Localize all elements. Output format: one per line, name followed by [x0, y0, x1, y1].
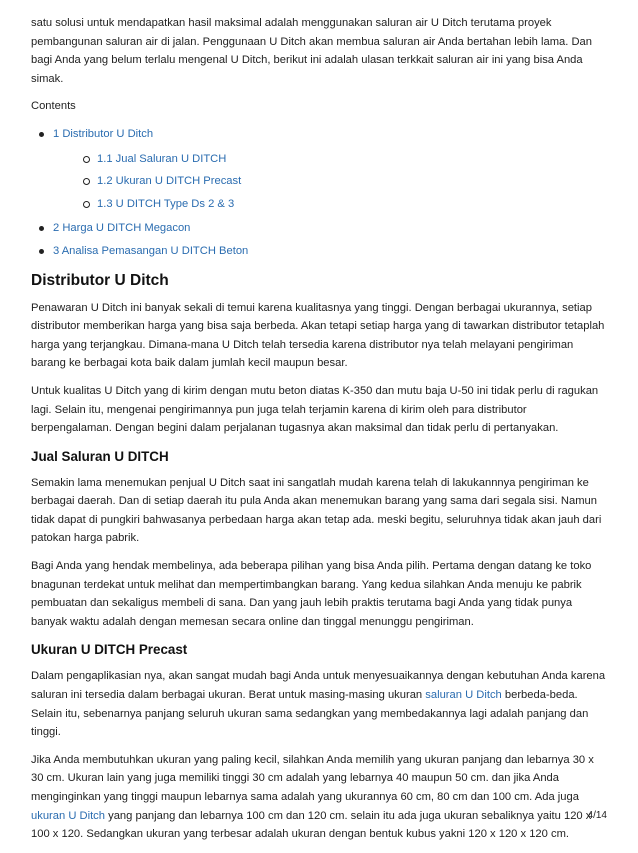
toc-link-ukuran-precast[interactable]: 1.2 Ukuran U DITCH Precast [97, 175, 242, 188]
section-heading-ukuran-precast: Ukuran U DITCH Precast [31, 642, 188, 658]
section-paragraph [31, 751, 609, 844]
ukuran-u-ditch-link[interactable]: ukuran U Ditch [31, 809, 105, 822]
toc-link-analisa[interactable]: 3 Analisa Pemasangan U DITCH Beton [53, 244, 249, 257]
toc-link-type-ds[interactable]: 1.3 U DITCH Type Ds 2 & 3 [97, 197, 235, 210]
section-paragraph: Untuk kualitas U Ditch yang di kirim dengan mutu beton diatas K-350 dan mutu baja U-50 ini tidak perlu di ragukan lagi. Selain itu, mengenai pengirimannya pun juga telah terjamin karena di kirim oleh para distributor berpengalaman. Dengan begini dalam perjalanan tugasnya akan maksimal dan tidak perlu di pertanyakan. [31, 384, 599, 435]
toc-item [31, 242, 609, 261]
saluran-u-ditch-link[interactable]: saluran U Ditch [425, 689, 502, 702]
text-run: berbeda-beda. Selain itu, sebenarnya panjang seluruh ukuran sama sedangkan yang membedakannya lagi adalah panjang dan tinggi. [31, 689, 589, 739]
toc-item [31, 125, 609, 213]
section-heading-distributor: Distributor U Ditch [31, 271, 169, 289]
text-run: yang panjang dan lebarnya 100 cm dan 120 cm. selain itu ada juga ukuran sebaliknya yaitu 120 x 100 x 120. Sedangkan ukuran yang terbesar adalah ukuran dengan bentuk kubus yakni 120 x 120 x 120 cm. [31, 809, 592, 841]
text-run: Dalam pengaplikasian nya, akan sangat mudah bagi Anda untuk menyesuaikannya dengan kebutuhan Anda karena saluran ini tersedia dalam berbagai ukuran. Berat untuk masing-masing ukuran [31, 670, 606, 702]
toc-link-jual-saluran[interactable]: 1.1 Jual Saluran U DITCH [97, 152, 227, 165]
toc-link-harga[interactable]: 2 Harga U DITCH Megacon [53, 222, 191, 235]
section-heading-jual-saluran: Jual Saluran U DITCH [31, 448, 169, 464]
toc-subitem [75, 172, 609, 191]
toc-label: Contents [31, 100, 76, 113]
toc-item [31, 219, 609, 238]
section-paragraph: Semakin lama menemukan penjual U Ditch saat ini sangatlah mudah karena telah di lakukannnya pengiriman ke berbagai daerah. Dan di setiap daerah itu pula Anda akan menemukan barang yang sama dari segala sisi. Namun tidak dapat di pungkiri bahwasanya perbedaan harga akan tetap ada. meski begitu, seluruhnya tidak akan jauh dari patokan harga pabrik. [31, 476, 602, 545]
text-run: Jika Anda membutuhkan ukuran yang paling kecil, silahkan Anda memilih yang ukuran panjang dan lebarnya 30 x 30 cm. Ukuran lain yang juga memiliki tinggi 30 cm adalah yang lebarnya 40 maupun 50 cm. dan jika Anda menginginkan yang tinggi maupun lebarnya sama adalah yang ukurannya 60 cm, 80 cm dan 100 cm. Ada juga [31, 753, 594, 803]
intro-paragraph: satu solusi untuk mendapatkan hasil maksimal adalah menggunakan saluran air U Ditch terutama proyek pembangunan saluran air di jalan. Penggunaan U Ditch akan membua saluran air Anda bertahan lebih lama. Dan bagi Anda yang belum terlalu mengenal U Ditch, berikut ini adalah ulasan terkkait saluran air ini yang bisa Anda simak. [31, 17, 592, 85]
document-page [31, 14, 609, 853]
page-number: 4/14 [587, 810, 607, 821]
section-paragraph: Bagi Anda yang hendak membelinya, ada beberapa pilihan yang bisa Anda pilih. Pertama dengan datang ke toko bnagunan terdekat untuk melihat dan mempertimbangkan barang. Yang kedua silahkan Anda menuju ke pabrik pembuatan dan sekaligus membeli di sana. Dan yang jauh lebih praktis terutama bagi Anda yang tidak punya banyak waktu adalah dengan memesan secara online dan tinggal menunggu pengiriman. [31, 560, 592, 628]
toc-sublist [53, 150, 609, 214]
table-of-contents [31, 125, 609, 261]
toc-subitem [75, 195, 609, 214]
toc-link-distributor[interactable]: 1 Distributor U Ditch [53, 127, 154, 140]
toc-subitem [75, 150, 609, 169]
section-paragraph [31, 667, 609, 741]
section-paragraph: Penawaran U Ditch ini banyak sekali di temui karena kualitasnya yang tinggi. Dengan berbagai ukurannya, setiap distributor memberikan harga yang bisa saja berbeda. Akan tetapi setiap harga yang di tawarkan distributor tetaplah harga yang terjangkau. Dimana-mana U Ditch telah tersedia karena distributor nya telah melayani pengiriman barang ke berbagai kota baik dalam jumlah kecil maupun besar. [31, 301, 605, 370]
